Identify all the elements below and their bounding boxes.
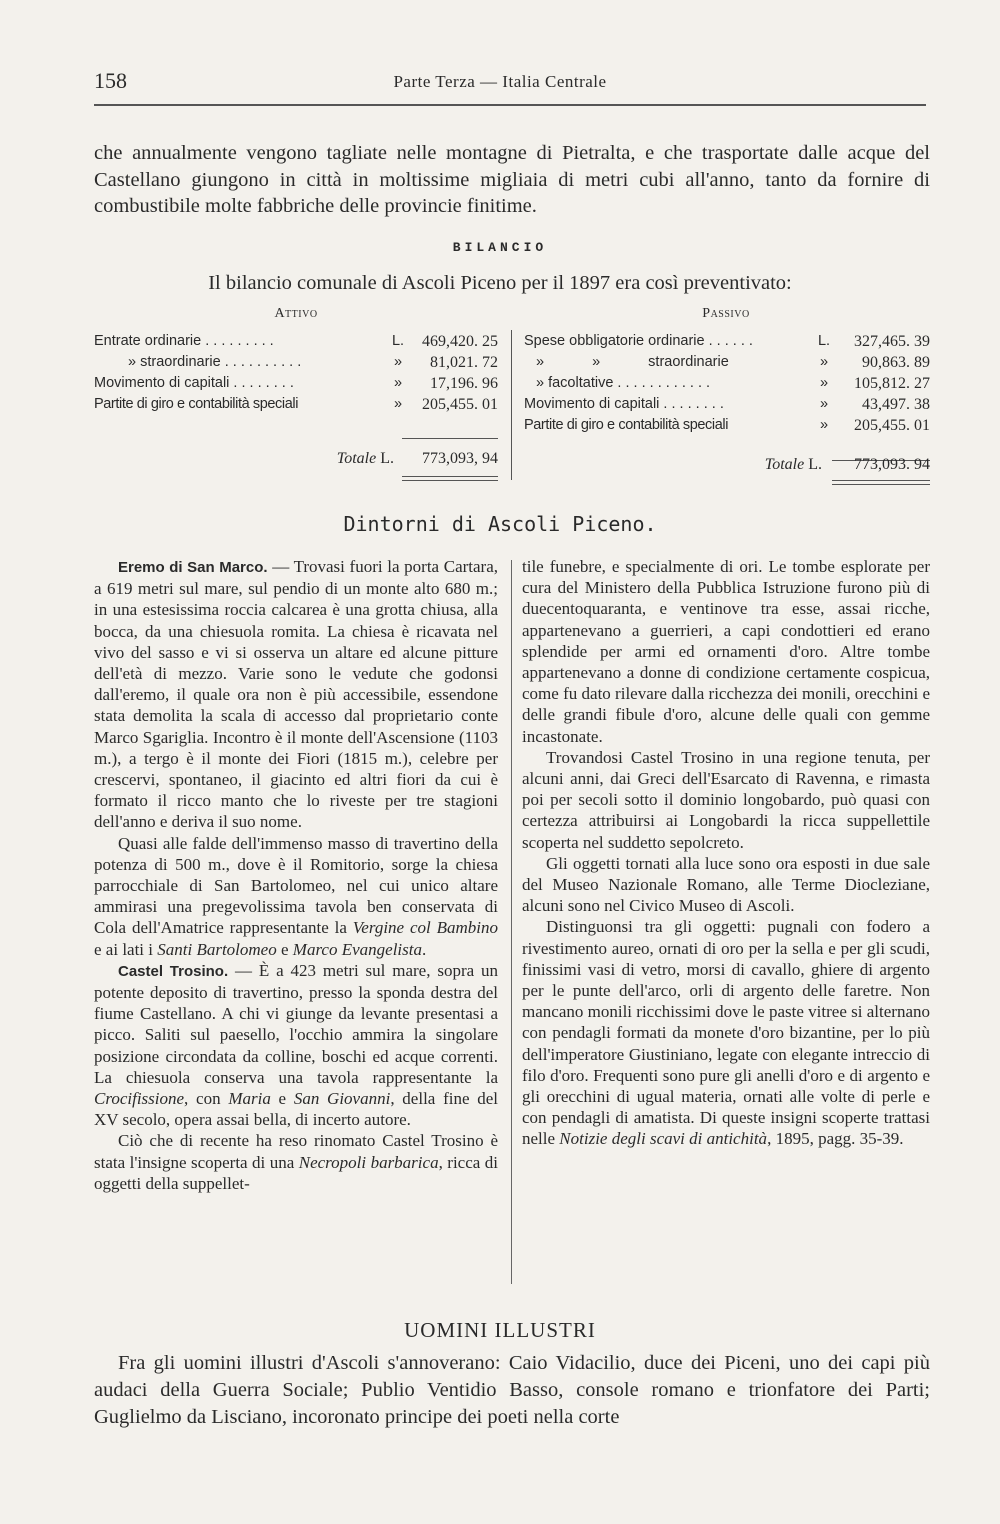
uomini-illustri-title: UOMINI ILLUSTRI <box>404 1318 596 1342</box>
running-title: Parte Terza — Italia Centrale <box>393 72 607 91</box>
artwork-title: Santi Bartolomeo <box>157 939 277 959</box>
attivo-row <box>94 394 498 415</box>
bilancio-heading: BILANCIO <box>452 240 548 255</box>
attivo-total-double-rule <box>402 476 498 481</box>
passivo-total-amount: 773,093. 94 <box>854 456 930 473</box>
attivo-row <box>94 352 498 373</box>
castel-trosino-text: e <box>270 1089 294 1109</box>
castel-trosino-text: , della fine del XV secolo, opera assai bella, di incerto autore. <box>94 1089 498 1130</box>
artwork-title: Maria <box>228 1089 271 1109</box>
column-divider <box>511 560 512 1284</box>
romitorio-text: e ai lati i <box>94 939 158 959</box>
oggetti-text: , 1895, pagg. 35-39. <box>767 1129 904 1149</box>
paragraph-longobardi: Trovandosi Castel Trosino in una regione tenuta, per alcuni anni, dai Greci dell'Esarcato di Ravenna, e rimasta poi per secoli sotto il dominio longobardo, può quasi con certezza attribuirsi ai Longobardi la ricca suppellettile scoperta nel suddetto sepolcreto. <box>522 747 930 852</box>
artwork-title: Crocifissione <box>94 1089 185 1109</box>
passivo-row-amount: 327,465. 39 <box>854 333 930 350</box>
page-number: 158 <box>94 68 127 93</box>
passivo-row <box>524 373 930 394</box>
passivo-row-amount: 90,863. 89 <box>862 354 930 371</box>
attivo-ledger <box>94 331 498 415</box>
attivo-title: Attivo <box>274 306 318 321</box>
attivo-row-label: » straordinarie . . . . . . . . . . <box>128 354 302 370</box>
header-rule <box>94 104 926 106</box>
attivo-row <box>94 331 498 352</box>
passivo-row <box>524 352 930 373</box>
passivo-row-label: Spese obbligatorie ordinarie . . . . . . <box>524 333 753 349</box>
attivo-row <box>94 373 498 394</box>
dintorni-title: Dintorni di Ascoli Piceno. <box>343 512 657 536</box>
castel-trosino-text: — È a 423 metri sul mare, sopra un potente deposito di travertino, presso la sponda destra del fiume Castellano. A chi vi giunge da levante presentasi a picco. Saliti sul paesello, l'occhio ammira la singolare posizione circondata da colline, boschi ed acque correnti. La chiesuola conserva una tavola rappresentante la <box>94 960 498 1087</box>
passivo-total-double-rule <box>832 480 930 485</box>
bilancio-sentence: Il bilancio comunale di Ascoli Piceno per il 1897 era così preventivato: <box>208 272 792 294</box>
artwork-title: Marco Evangelista <box>292 939 422 959</box>
necropoli-title: Necropoli barbarica <box>298 1152 439 1172</box>
attivo-row-amount: 205,455. 01 <box>422 396 498 413</box>
oggetti-text: Distinguonsi tra gli oggetti: pugnali con fodero a rivestimento aureo, ornati di oro per la sella e per gli scudi, finissimi vasi di vetro, morsi di cavallo, ghiere di argento per le punte dell'arco, orli di argento delle faretre. Non mancano monili ricchissimi dove le paste vitree si alternano con pendagli formati da monete d'oro bizantine, per lo più dell'imperatore Giustiniano, legate con elegante intreccio di filo d'oro. Frequenti sono pure gli anelli d'oro e di argento e gli orecchini di ugual materia, ornati alle volte di perle e con pendagli di amatista. Di queste insigni scoperte trattasi nelle <box>522 917 930 1149</box>
attivo-row-currency: L. <box>391 333 405 349</box>
attivo-total-label: Totale <box>336 450 377 467</box>
passivo-row-label: » » straordinarie <box>536 354 729 370</box>
passivo-row <box>524 415 930 436</box>
passivo-title: Passivo <box>702 306 750 321</box>
attivo-row-label: Partite di giro e contabilità speciali <box>94 396 299 412</box>
passivo-row-currency: » <box>819 396 829 412</box>
artwork-title: Vergine col Bambino <box>352 918 498 938</box>
attivo-row-currency: » <box>393 354 403 370</box>
passivo-row <box>524 331 930 352</box>
eremo-heading: Eremo di San Marco. <box>118 559 268 576</box>
paragraph-eremo <box>94 556 498 833</box>
romitorio-text: . <box>421 939 427 959</box>
castel-trosino-heading: Castel Trosino. <box>118 962 229 980</box>
passivo-row-amount: 43,497. 38 <box>862 396 930 413</box>
paragraph-romitorio <box>94 833 498 960</box>
intro-paragraph: che annualmente vengono tagliate nelle montagne di Pietralta, e che trasportate dalle acque del Castellano giungono in città in moltissime migliaia di metri cubi all'anno, tanto da fornire di combustibile molte fabbriche delle provincie finitime. <box>94 142 930 217</box>
paragraph-oggetti <box>522 916 930 1149</box>
attivo-row-amount: 17,196. 96 <box>430 375 498 392</box>
passivo-row <box>524 394 930 415</box>
attivo-row-currency: » <box>393 375 403 391</box>
passivo-row-amount: 205,455. 01 <box>854 417 930 434</box>
castel-trosino-text: , con <box>184 1089 229 1109</box>
passivo-ledger <box>524 331 930 436</box>
passivo-row-currency: » <box>819 375 829 391</box>
necropoli-text: Ciò che di recente ha reso rinomato Castel Trosino è stata l'insigne scoperta di una <box>94 1131 498 1172</box>
romitorio-text: Quasi alle falde dell'immenso masso di travertino della potenza di 500 m., dove è il Romitorio, sorge la chiesa parrocchiale di San Bartolomeo, nel cui unico altare ammirasi una pregevolissima tavola ben conservata di Cola dell'Amatrice rappresentante la <box>94 833 498 938</box>
uomini-illustri-paragraph: Fra gli uomini illustri d'Ascoli s'annoverano: Caio Vidacilio, duce dei Piceni, uno dei capi più audaci della Guerra Sociale; Publio Ventidio Basso, console romano e trionfatore dei Parti; Guglielmo da Lisciano, incoronato principe dei poeti nella corte <box>94 1352 930 1428</box>
paragraph-necropoli <box>94 1130 498 1194</box>
right-column <box>522 556 930 1150</box>
passivo-total-currency: L. <box>808 456 822 473</box>
publication-title: Notizie degli scavi di antichità <box>559 1129 768 1149</box>
attivo-row-amount: 81,021. 72 <box>430 354 498 371</box>
attivo-row-amount: 469,420. 25 <box>422 333 498 350</box>
attivo-total <box>94 446 498 472</box>
passivo-row-label: » facoltative . . . . . . . . . . . . <box>536 375 711 391</box>
attivo-row-label: Entrate ordinarie . . . . . . . . . <box>94 333 274 349</box>
attivo-row-currency: » <box>393 396 403 412</box>
artwork-title: San Giovanni <box>293 1089 391 1109</box>
passivo-row-label: Partite di giro e contabilità speciali <box>524 417 729 433</box>
passivo-total-label: Totale <box>764 456 805 473</box>
passivo-row-label: Movimento di capitali . . . . . . . . <box>524 396 724 412</box>
passivo-row-currency: L. <box>817 333 831 349</box>
necropoli-text: , ricca di oggetti della suppellet- <box>94 1152 498 1193</box>
passivo-row-amount: 105,812. 27 <box>854 375 930 392</box>
paragraph-castel-trosino <box>94 960 498 1131</box>
romitorio-text: e <box>276 939 293 959</box>
passivo-row-currency: » <box>819 354 829 370</box>
paragraph-tombe: tile funebre, e specialmente di ori. Le tombe esplorate per cura del Ministero della Pubblica Istruzione furono più di duecentoquaranta, e ventinove tra esse, assai ricche, appartenevano a guerrieri, a capi condottieri ed erano splendide per armi ed ornamenti d'oro. Altre tombe appartenevano a donne di condizione certamente cospicua, come fu dato rilevare dalla ricchezza dei monili, orecchini e delle grandi fibule d'oro, alcune delle quali con gemme incastonate. <box>522 557 930 746</box>
eremo-text: — Trovasi fuori la porta Cartara, a 619 metri sul mare, sul pendio di un monte alto 680 m.; in una estesissima roccia calcarea è una grotta chiusa, alla bocca, da una chiesuola romita. La chiesa è ricavata nel vivo del sasso e vi si osserva un altare ed alcune pitture dell'età di mezzo. Varie sono le vedute che godonsi dall'eremo, il quale ora non è più accessibile, essendone stata demolita la scala di accesso dal proprietario conte Marco Sgariglia. Incontro è il monte dell'Ascensione (1103 m.), a tergo è il monte dei Fiori (1815 m.), celebre per crescervi, spontaneo, il giacinto ed altri fiori da cui è formato il ricco manto che lo riveste per tre stagioni dell'anno e deriva il suo nome. <box>94 557 499 832</box>
left-column <box>94 556 498 1194</box>
passivo-row-currency: » <box>819 417 829 433</box>
attivo-sum-rule <box>402 438 498 439</box>
paragraph-museo: Gli oggetti tornati alla luce sono ora esposti in due sale del Museo Nazionale Romano, alle Terme Diocleziane, alcuni sono nel Civico Museo di Ascoli. <box>522 853 930 916</box>
attivo-total-currency: L. <box>380 450 394 467</box>
attivo-row-label: Movimento di capitali . . . . . . . . <box>94 375 294 391</box>
passivo-total <box>524 452 930 478</box>
table-divider <box>511 330 512 480</box>
attivo-total-amount: 773,093, 94 <box>422 450 498 467</box>
